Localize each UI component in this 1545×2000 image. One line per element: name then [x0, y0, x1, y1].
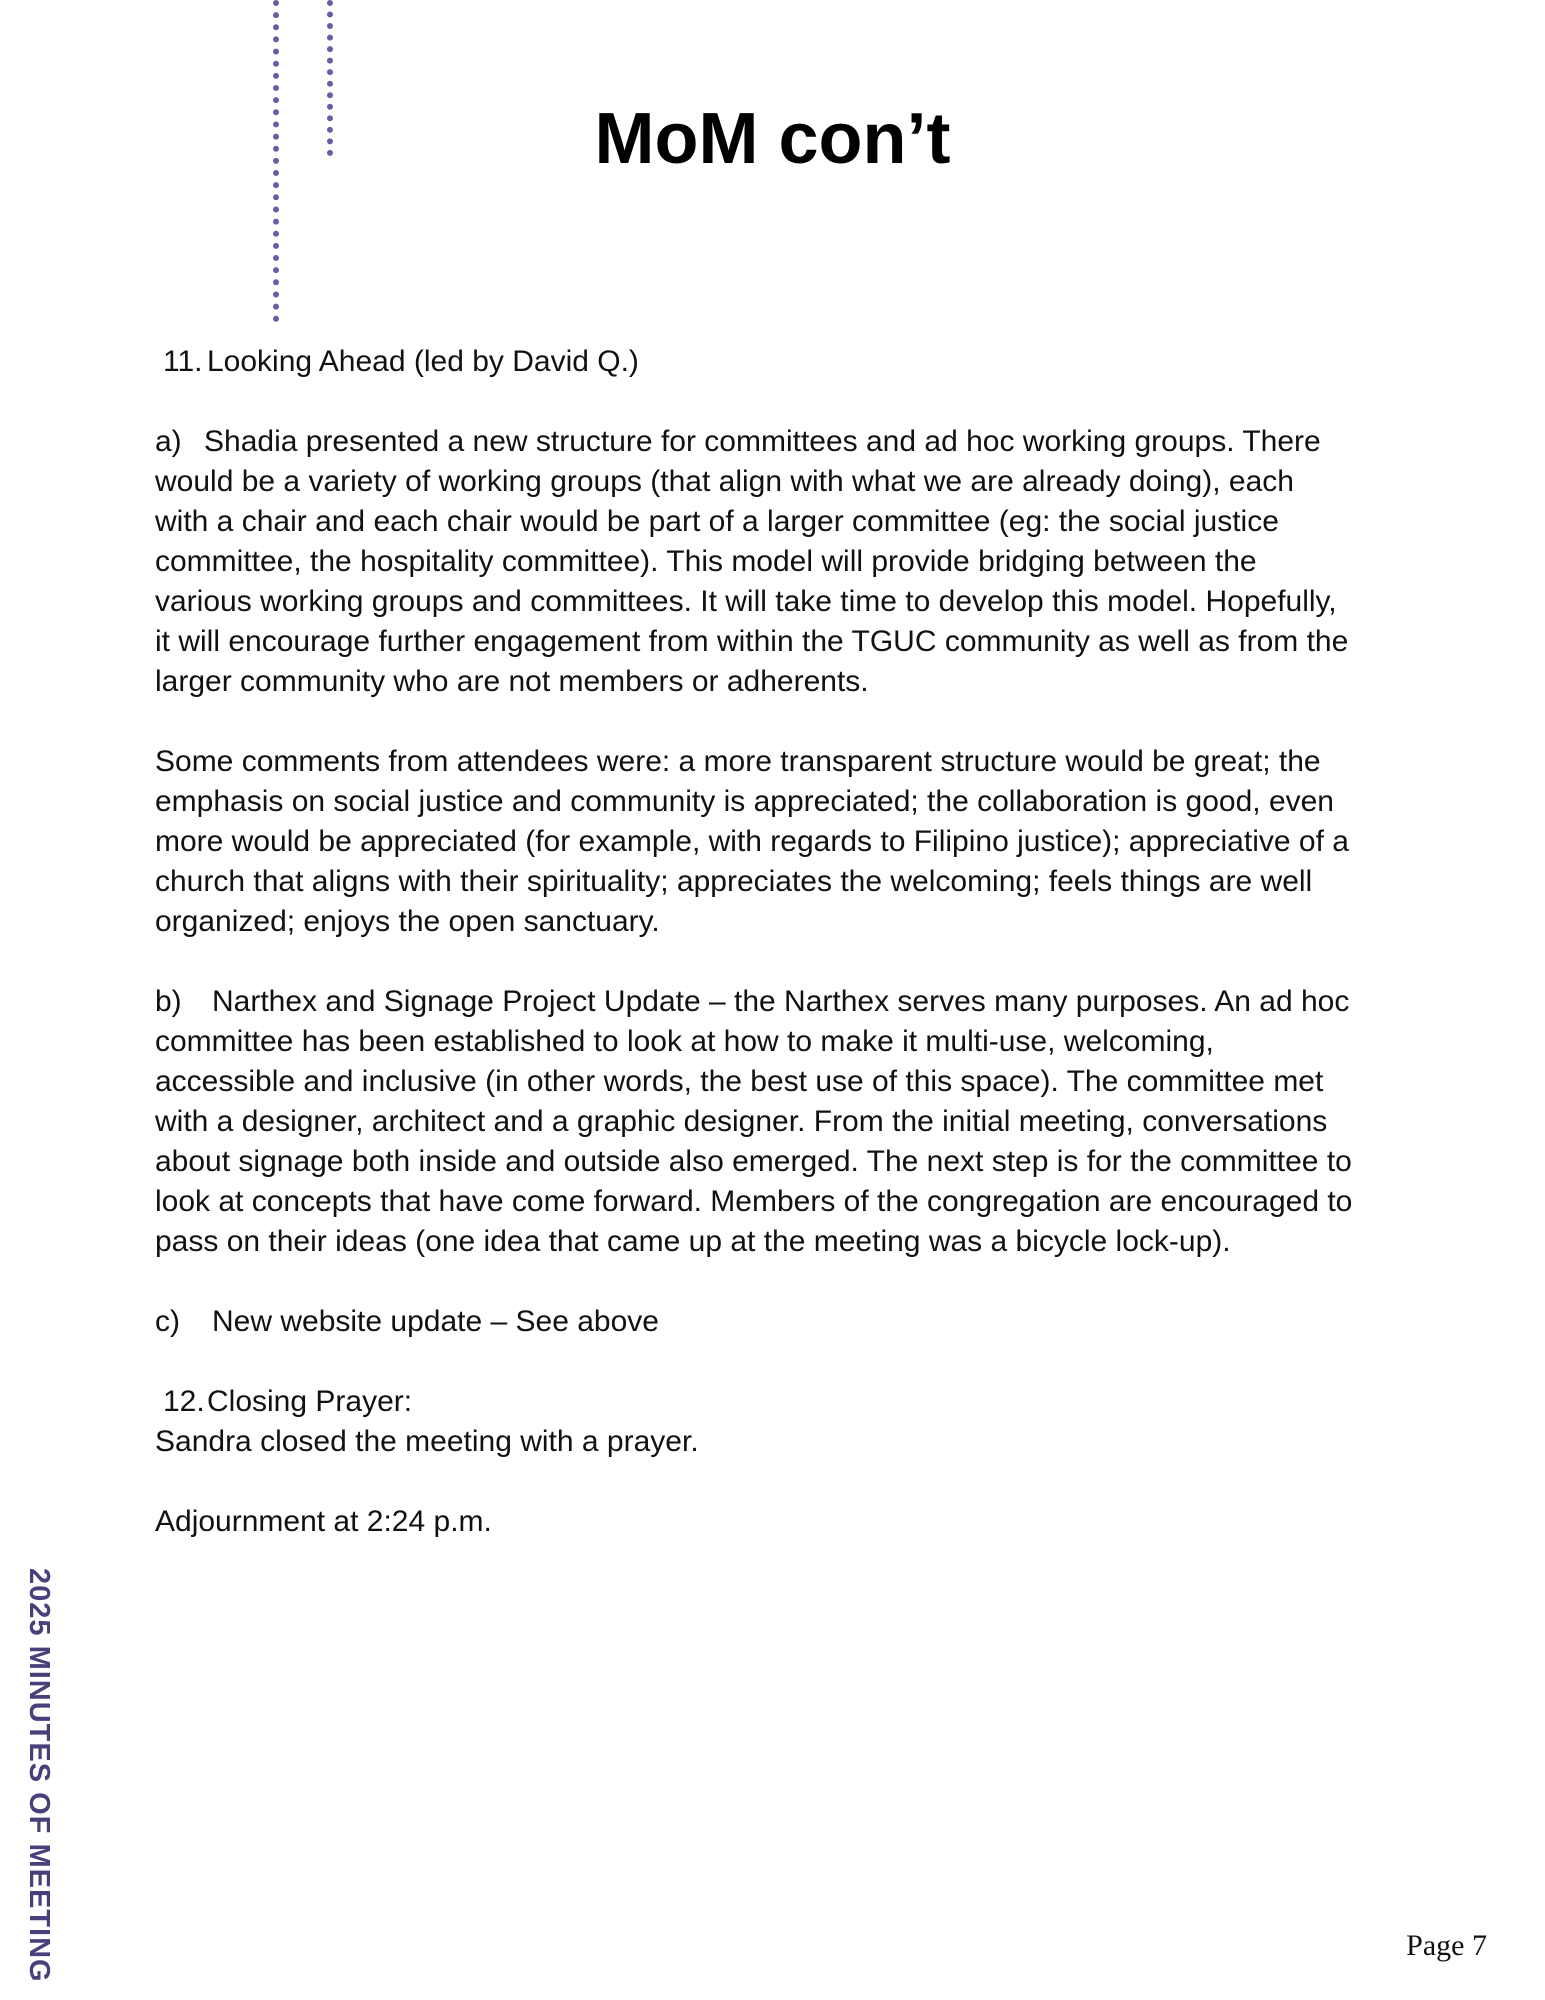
- minutes-content: [155, 342, 1355, 1582]
- item-a-paragraph: a) Shadia presented a new structure for committees and ad hoc working groups. There would be a variety of working groups (that align with what we are already doing), each with a chair and each chair would be part of a larger committee (eg: the social justice committee, the hospitality committee). This model will provide bridging between the various working groups and committees. It will take time to develop this model. Hopefully, it will encourage further engagement from within the TGUC community as well as from the larger community who are not members or adherents.: [155, 425, 1349, 698]
- page-title: MoM con’t: [594, 99, 951, 179]
- item-12-heading: 12.Closing Prayer:: [163, 1385, 413, 1418]
- closing-prayer-text: Sandra closed the meeting with a prayer.: [155, 1425, 699, 1458]
- item-b-paragraph: b) Narthex and Signage Project Update – the Narthex serves many purposes. An ad hoc committee has been established to look at how to make it multi-use, welcoming, accessible and inclusive (in other words, the best use of this space). The committee met with a designer, architect and a graphic designer. From the initial meeting, conversations about signage both inside and outside also emerged. The next step is for the committee to look at concepts that have come forward. Members of the congregation are encouraged to pass on their ideas (one idea that came up at the meeting was a bicycle lock-up).: [155, 985, 1353, 1258]
- attendee-comments: Some comments from attendees were: a more transparent structure would be great; the emphasis on social justice and community is appreciated; the collaboration is good, even more would be appreciated (for example, with regards to Filipino justice); appreciative of a church that aligns with their spirituality; appreciates the welcoming; feels things are well organized; enjoys the open sanctuary.: [155, 745, 1349, 938]
- side-document-label: 2025 MINUTES OF MEETING: [23, 1568, 55, 1983]
- page-number: Page 7: [1406, 1929, 1487, 1962]
- adjournment-text: Adjournment at 2:24 p.m.: [155, 1505, 492, 1538]
- item-11-heading: 11. Looking Ahead (led by David Q.): [163, 345, 639, 378]
- item-12-block: [155, 1382, 1355, 1462]
- item-c-paragraph: c) New website update – See above: [155, 1305, 659, 1338]
